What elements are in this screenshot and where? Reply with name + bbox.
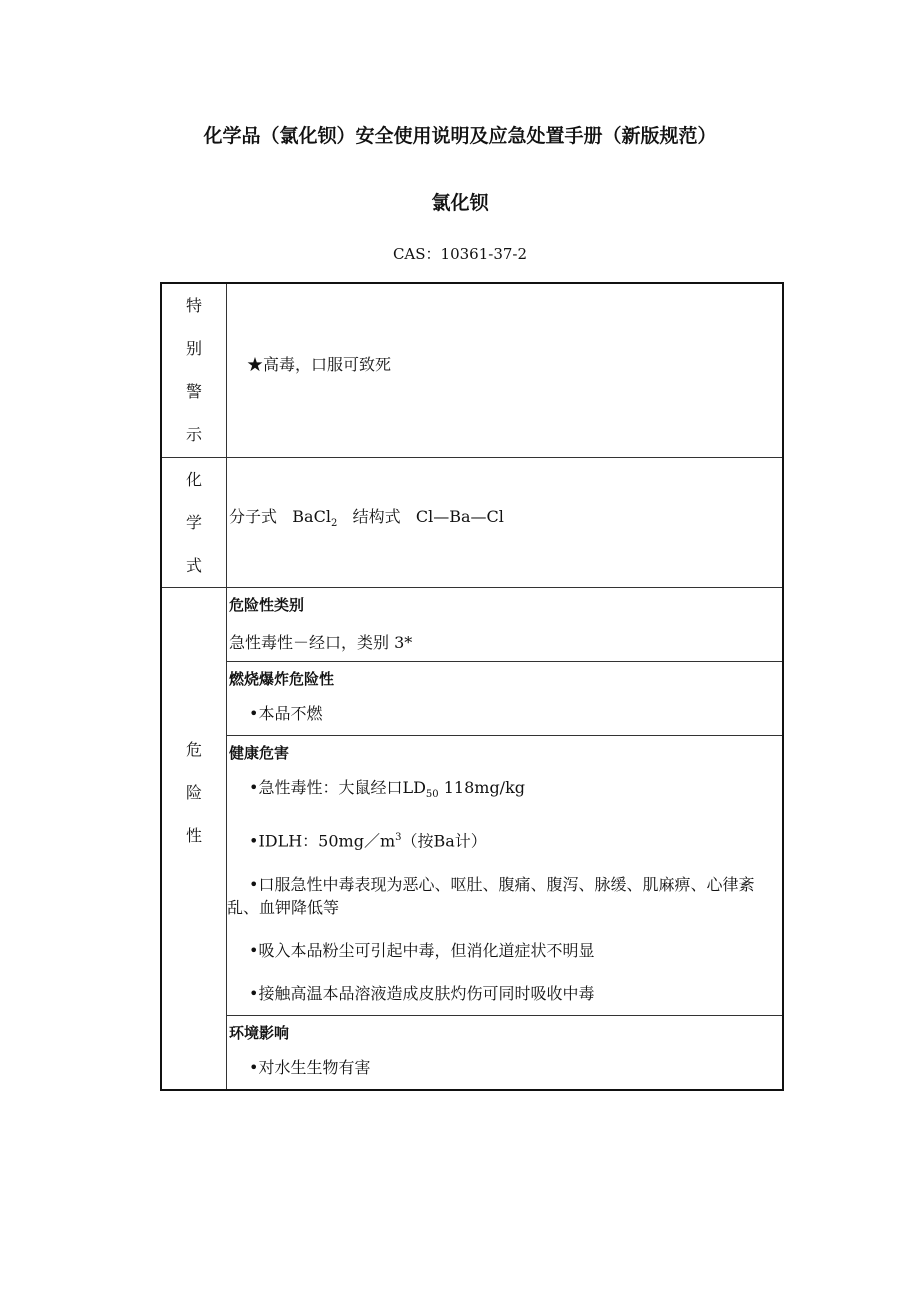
section-heading: 燃烧爆炸危险性 bbox=[229, 670, 335, 688]
list-item: •吸入本品粉尘可引起中毒，但消化道症状不明显 bbox=[249, 940, 595, 960]
section-heading: 健康危害 bbox=[229, 744, 290, 762]
formula-text bbox=[227, 504, 782, 529]
section-heading: 危险性类别 bbox=[229, 596, 305, 614]
warning-label-char: 别 bbox=[185, 339, 202, 358]
warning-content bbox=[227, 283, 784, 458]
list-item: •接触高温本品溶液造成皮肤灼伤可同时吸收中毒 bbox=[249, 983, 595, 1003]
formula-row bbox=[161, 458, 783, 588]
cas-label: CAS： bbox=[392, 245, 441, 263]
warning-row bbox=[161, 283, 783, 458]
hazard-label-char: 险 bbox=[185, 783, 202, 802]
formula-content bbox=[227, 458, 784, 588]
hazard-content bbox=[227, 588, 784, 1090]
warning-text: ★高毒，口服可致死 bbox=[247, 355, 392, 374]
chemical-name: 氯化钡 bbox=[431, 192, 489, 214]
fire-explosion-section bbox=[227, 662, 782, 736]
hazard-label-char: 危 bbox=[185, 740, 202, 759]
formula-label bbox=[161, 458, 227, 588]
formula-label-char: 学 bbox=[185, 513, 202, 532]
cas-number: 10361-37-2 bbox=[440, 245, 528, 263]
section-heading: 环境影响 bbox=[229, 1023, 290, 1042]
molecular-formula: BaCl$_2$ bbox=[292, 507, 338, 530]
warning-label bbox=[161, 283, 227, 458]
safety-table bbox=[160, 282, 784, 1091]
hazard-row bbox=[161, 588, 783, 1090]
hazard-label bbox=[161, 588, 227, 1090]
warning-label-char: 警 bbox=[185, 382, 202, 401]
environment-section bbox=[227, 1016, 782, 1089]
structural-formula: Cl—Ba—Cl bbox=[415, 507, 504, 526]
list-item-ld50: •急性毒性：大鼠经口$LD_{50}$ 118mg/kg bbox=[249, 778, 526, 801]
warning-label-char: 示 bbox=[185, 425, 202, 444]
hazard-category-section bbox=[227, 588, 782, 662]
hazard-label-char: 性 bbox=[185, 826, 202, 845]
formula-label-char: 化 bbox=[185, 470, 202, 489]
formula-label-char: 式 bbox=[185, 556, 202, 575]
list-item: •口服急性中毒表现为恶心、呕肚、腹痛、腹泻、脉缓、肌麻痹、心律紊乱、血钾降低等 bbox=[227, 874, 755, 917]
cas-line bbox=[0, 243, 920, 264]
health-hazard-section bbox=[227, 736, 782, 1016]
list-item: •对水生生物有害 bbox=[249, 1057, 371, 1077]
warning-label-char: 特 bbox=[185, 296, 202, 315]
molecular-formula-label: 分子式 bbox=[229, 507, 278, 526]
list-item-idlh: •IDLH：$50mg/m^3$（按Ba计） bbox=[249, 831, 487, 851]
list-item: •本品不燃 bbox=[249, 704, 323, 723]
hazard-category-text: 急性毒性－经口，类别 3* bbox=[229, 633, 413, 652]
document-title: 化学品（氯化钡）安全使用说明及应急处置手册（新版规范） bbox=[203, 125, 717, 147]
structural-formula-label: 结构式 bbox=[352, 507, 401, 526]
